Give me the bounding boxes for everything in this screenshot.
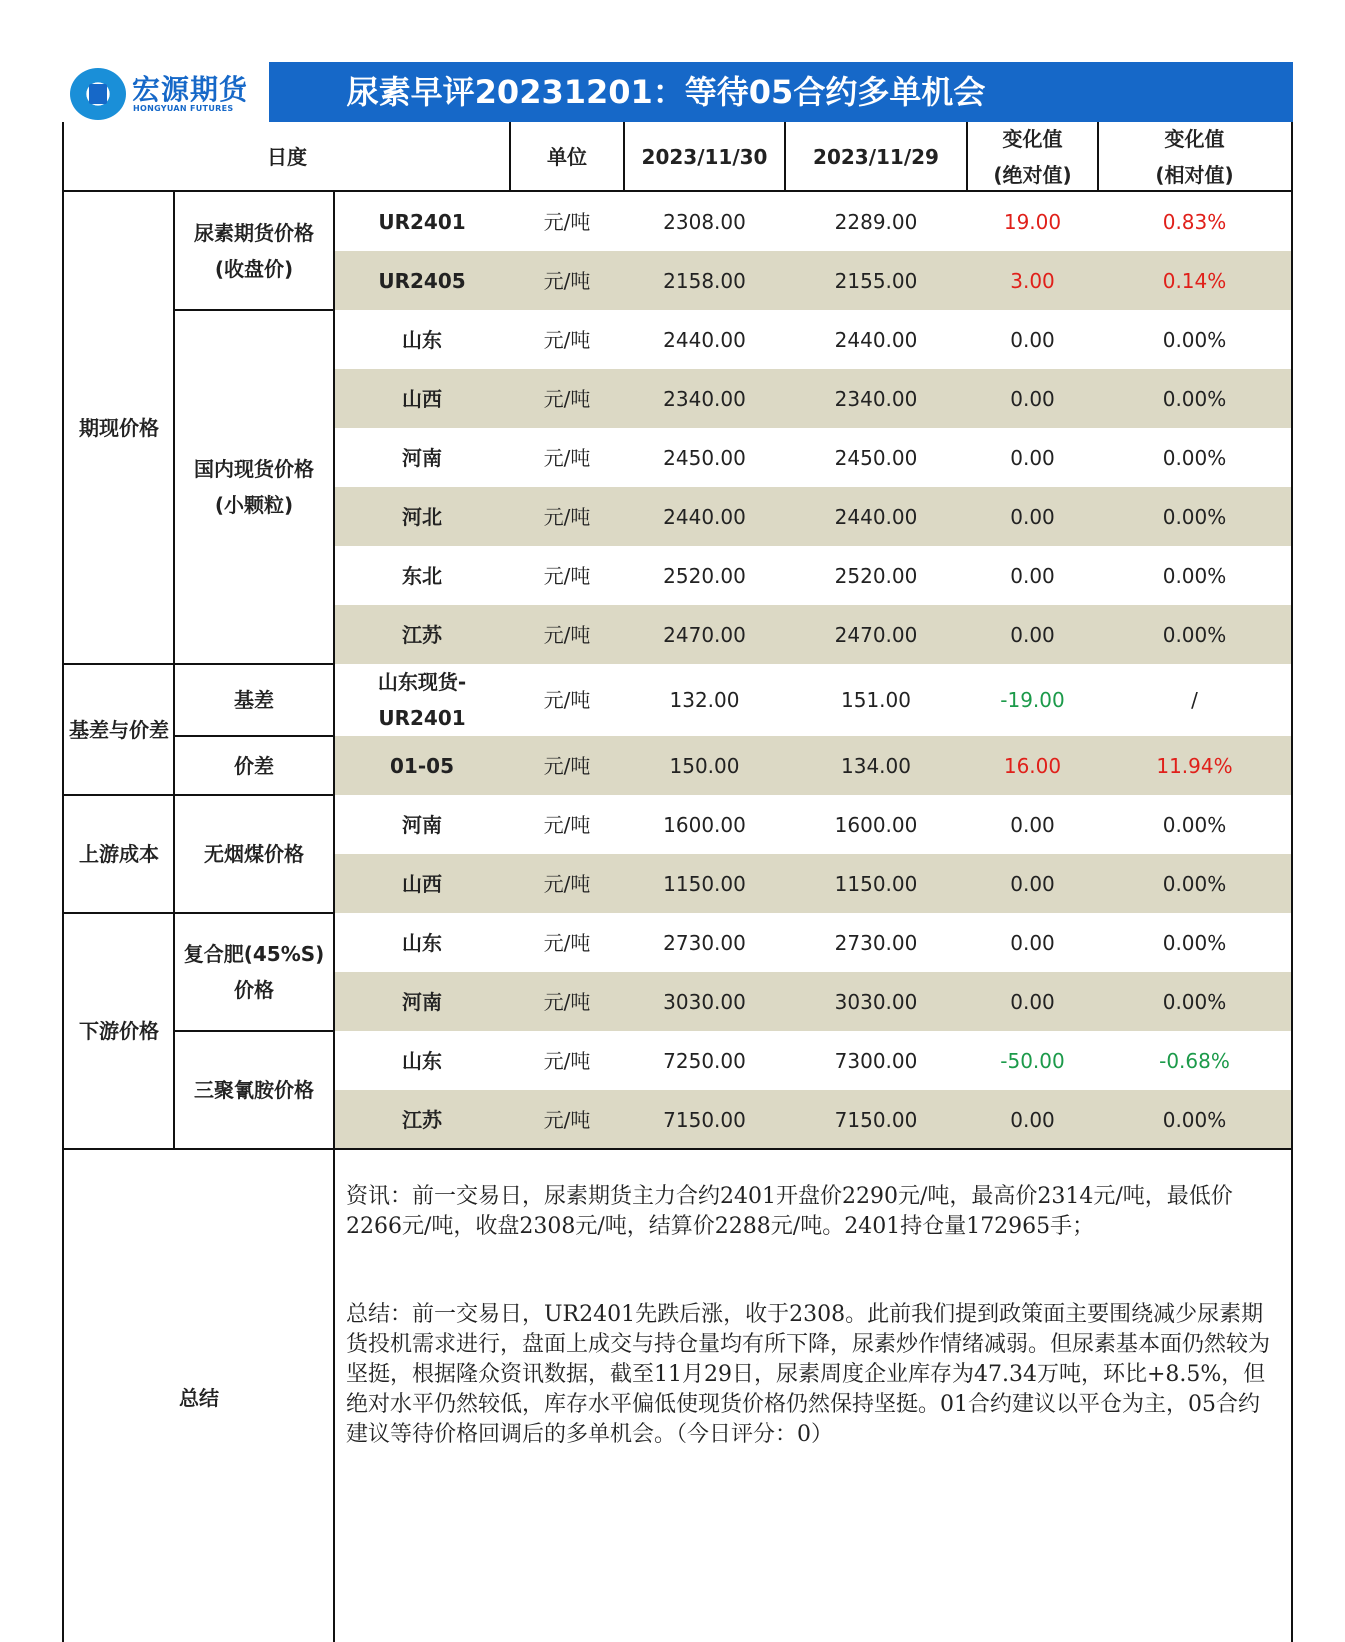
- row-rel-change: 0.14%: [1162, 268, 1227, 293]
- row-item: UR2401: [378, 209, 466, 234]
- header-banner: [62, 62, 1293, 122]
- header-rel-change: [1098, 122, 1291, 192]
- header-period: 日度: [267, 145, 307, 169]
- row-value-date1: 2308.00: [663, 209, 746, 234]
- row-value-date2: 134.00: [841, 753, 911, 778]
- row-item: 山东: [402, 327, 442, 352]
- row-value-date1: 2450.00: [663, 445, 746, 470]
- row-value-date1: 2440.00: [663, 504, 746, 529]
- header-unit: 单位: [547, 145, 587, 169]
- row-value-date1: 2440.00: [663, 327, 746, 352]
- row-value-date1: 132.00: [669, 688, 740, 712]
- sub-melamine-price: 三聚氰胺价格: [194, 1078, 314, 1102]
- summary-news: 资讯：前一交易日，尿素期货主力合约2401开盘价2290元/吨，最高价2314元/吨，最低价2266元/吨，收盘2308元/吨，结算价2288元/吨。2401持仓量172965手；: [346, 1184, 1233, 1239]
- summary-label: 总结: [179, 1385, 219, 1410]
- row-unit: 元/吨: [543, 753, 591, 778]
- row-rel-change: 0.00%: [1162, 504, 1227, 529]
- row-value-date1: 1150.00: [663, 871, 746, 896]
- row-rel-change: 0.00%: [1162, 1107, 1227, 1132]
- row-rel-change: 0.83%: [1162, 209, 1227, 234]
- row-unit: 元/吨: [543, 989, 591, 1014]
- row-value-date1: 150.00: [669, 753, 740, 778]
- horizontal-rule: [174, 309, 334, 311]
- row-abs-change: 0.00: [1010, 930, 1055, 955]
- row-unit: 元/吨: [543, 386, 591, 411]
- sub-spread: 价差: [234, 753, 274, 778]
- row-unit: 元/吨: [543, 504, 591, 529]
- logo-english: HONGYUAN FUTURES: [133, 104, 234, 113]
- row-item: 河南: [402, 989, 442, 1014]
- row-value-date2: 2470.00: [834, 622, 918, 647]
- sub-basis: 基差: [234, 688, 274, 712]
- row-value-date2: 1600.00: [834, 812, 918, 837]
- row-rel-change: 0.00%: [1162, 812, 1227, 837]
- vertical-rule: [1097, 122, 1099, 192]
- row-rel-change: 0.00%: [1162, 445, 1227, 470]
- row-item: 01-05: [390, 753, 454, 778]
- header-rel-change-line-1: 变化值: [1164, 127, 1225, 151]
- row-value-date2: 2440.00: [834, 504, 918, 529]
- row-value-date1: 7250.00: [663, 1048, 746, 1073]
- vertical-rule: [784, 122, 786, 192]
- row-abs-change: 0.00: [1010, 1107, 1055, 1132]
- row-item: 东北: [402, 563, 442, 588]
- sub-spot-price-line-1: 国内现货价格: [194, 457, 314, 481]
- vertical-rule: [333, 192, 335, 1642]
- row-abs-change: 0.00: [1010, 812, 1055, 837]
- horizontal-rule: [64, 190, 1291, 192]
- row-unit: 元/吨: [543, 1107, 591, 1132]
- group-futures-spot: 期现价格: [79, 416, 159, 440]
- row-value-date1: 2158.00: [663, 268, 746, 293]
- row-rel-change: 0.00%: [1162, 563, 1227, 588]
- row-abs-change: 0.00: [1010, 386, 1055, 411]
- row-abs-change: 0.00: [1010, 622, 1055, 647]
- header-abs-change-line-1: 变化值: [1002, 127, 1063, 151]
- header-date1: 2023/11/30: [641, 145, 768, 169]
- row-value-date2: 151.00: [841, 688, 911, 712]
- row-value-date2: 7150.00: [834, 1107, 918, 1132]
- row-unit: 元/吨: [543, 268, 591, 293]
- header-abs-change-line-2: (绝对值): [993, 163, 1072, 187]
- row-rel-change: 11.94%: [1156, 753, 1233, 778]
- row-abs-change: 0.00: [1010, 871, 1055, 896]
- row-rel-change: -0.68%: [1159, 1048, 1230, 1073]
- header-rel-change-line-2: (相对值): [1155, 163, 1234, 187]
- row-value-date2: 2520.00: [834, 563, 918, 588]
- row-unit: 元/吨: [543, 209, 591, 234]
- sub-futures-price-line-1: 尿素期货价格: [194, 221, 314, 245]
- logo: [62, 62, 269, 122]
- row-value-date1: 2340.00: [663, 386, 746, 411]
- row-item: 河南: [402, 812, 442, 837]
- row-unit: 元/吨: [543, 871, 591, 896]
- row-rel-change: 0.00%: [1162, 622, 1227, 647]
- row-value-date2: 2289.00: [834, 209, 918, 234]
- row-abs-change: 0.00: [1010, 563, 1055, 588]
- row-abs-change: 16.00: [1003, 753, 1062, 778]
- row-rel-change: 0.00%: [1162, 930, 1227, 955]
- row-item-line-1: 山东现货-: [377, 670, 467, 694]
- vertical-rule: [966, 122, 968, 192]
- row-unit: 元/吨: [543, 622, 591, 647]
- header-date2: 2023/11/29: [813, 145, 939, 169]
- logo-emblem-icon: [70, 68, 126, 120]
- row-value-date2: 2440.00: [834, 327, 918, 352]
- group-downstream: 下游价格: [79, 1019, 159, 1043]
- row-value-date1: 2470.00: [663, 622, 746, 647]
- row-rel-change: 0.00%: [1162, 386, 1227, 411]
- row-item: UR2405: [378, 268, 466, 293]
- row-item: 河南: [402, 445, 442, 470]
- vertical-rule: [173, 192, 175, 1149]
- sub-coal-price: 无烟煤价格: [204, 842, 304, 866]
- row-value-date1: 2520.00: [663, 563, 746, 588]
- row-value-date1: 3030.00: [663, 989, 746, 1014]
- vertical-rule: [509, 122, 511, 192]
- row-item: 河北: [402, 504, 442, 529]
- row-value-date1: 1600.00: [663, 812, 746, 837]
- row-unit: 元/吨: [543, 812, 591, 837]
- row-abs-change: 19.00: [1003, 209, 1062, 234]
- row-abs-change: -19.00: [1000, 688, 1065, 712]
- row-item: 山东: [402, 1048, 442, 1073]
- row-value-date2: 2155.00: [834, 268, 918, 293]
- row-unit: 元/吨: [543, 563, 591, 588]
- row-item: 江苏: [402, 622, 442, 647]
- row-rel-change: 0.00%: [1162, 327, 1227, 352]
- sub-spot-price-line-2: (小颗粒): [214, 493, 294, 517]
- header-abs-change: [967, 122, 1098, 192]
- vertical-rule: [623, 122, 625, 192]
- row-item: 山西: [402, 386, 442, 411]
- horizontal-rule: [64, 794, 334, 796]
- row-unit: 元/吨: [543, 327, 591, 352]
- row-rel-change: 0.00%: [1162, 871, 1227, 896]
- row-value-date2: 7300.00: [834, 1048, 918, 1073]
- summary-conclusion: 总结：前一交易日，UR2401先跌后涨，收于2308。此前我们提到政策面主要围绕减少尿素期货投机需求进行，盘面上成交与持仓量均有所下降，尿素炒作情绪减弱。但尿素基本面仍然较为坚挺，根据隆众资讯数据，截至11月29日，尿素周度企业库存为47.34万吨，环比+8.5%，但绝对水平仍然较低，库存水平偏低使现货价格仍然保持坚挺。01合约建议以平仓为主，05合约建议等待价格回调后的多单机会。（今日评分：0）: [346, 1302, 1271, 1447]
- row-value-date1: 7150.00: [663, 1107, 746, 1132]
- row-abs-change: 0.00: [1010, 989, 1055, 1014]
- row-unit: 元/吨: [543, 1048, 591, 1073]
- row-item-line-2: UR2401: [378, 706, 466, 730]
- sub-spot-price: [174, 310, 334, 664]
- row-abs-change: 0.00: [1010, 504, 1055, 529]
- row-abs-change: -50.00: [1000, 1048, 1065, 1073]
- row-unit: 元/吨: [543, 688, 591, 712]
- row-value-date2: 1150.00: [834, 871, 918, 896]
- row-abs-change: 0.00: [1010, 445, 1055, 470]
- sub-compound-price-line-2: 价格: [234, 978, 274, 1002]
- horizontal-rule: [174, 735, 334, 737]
- horizontal-rule: [64, 663, 334, 665]
- sub-compound-price-line-1: 复合肥(45%S): [183, 942, 325, 966]
- sub-compound-price: [174, 913, 334, 1031]
- row-value-date1: 2730.00: [663, 930, 746, 955]
- row-value-date2: 3030.00: [834, 989, 918, 1014]
- price-table: [62, 122, 1293, 1642]
- group-basis-spread: 基差与价差: [69, 717, 169, 742]
- row-abs-change: 0.00: [1010, 327, 1055, 352]
- summary-text: [340, 1172, 1285, 1460]
- row-abs-change: 3.00: [1010, 268, 1055, 293]
- row-item: 江苏: [402, 1107, 442, 1132]
- sub-futures-price: [174, 192, 334, 310]
- horizontal-rule: [64, 1148, 1291, 1150]
- row-unit: 元/吨: [543, 930, 591, 955]
- row-rel-change: /: [1191, 688, 1198, 712]
- page-title: 尿素早评20231201：等待05合约多单机会: [346, 73, 986, 111]
- row-item: 山东: [402, 930, 442, 955]
- group-upstream: 上游成本: [79, 842, 159, 866]
- row-value-date2: 2730.00: [834, 930, 918, 955]
- row-unit: 元/吨: [543, 445, 591, 470]
- logo-chinese: 宏源期货: [132, 73, 249, 106]
- row-rel-change: 0.00%: [1162, 989, 1227, 1014]
- row-value-date2: 2340.00: [834, 386, 918, 411]
- row-value-date2: 2450.00: [834, 445, 918, 470]
- row-item: 山西: [402, 871, 442, 896]
- sub-futures-price-line-2: (收盘价): [214, 257, 294, 281]
- horizontal-rule: [174, 1030, 334, 1032]
- row-item: [334, 664, 510, 736]
- horizontal-rule: [64, 912, 334, 914]
